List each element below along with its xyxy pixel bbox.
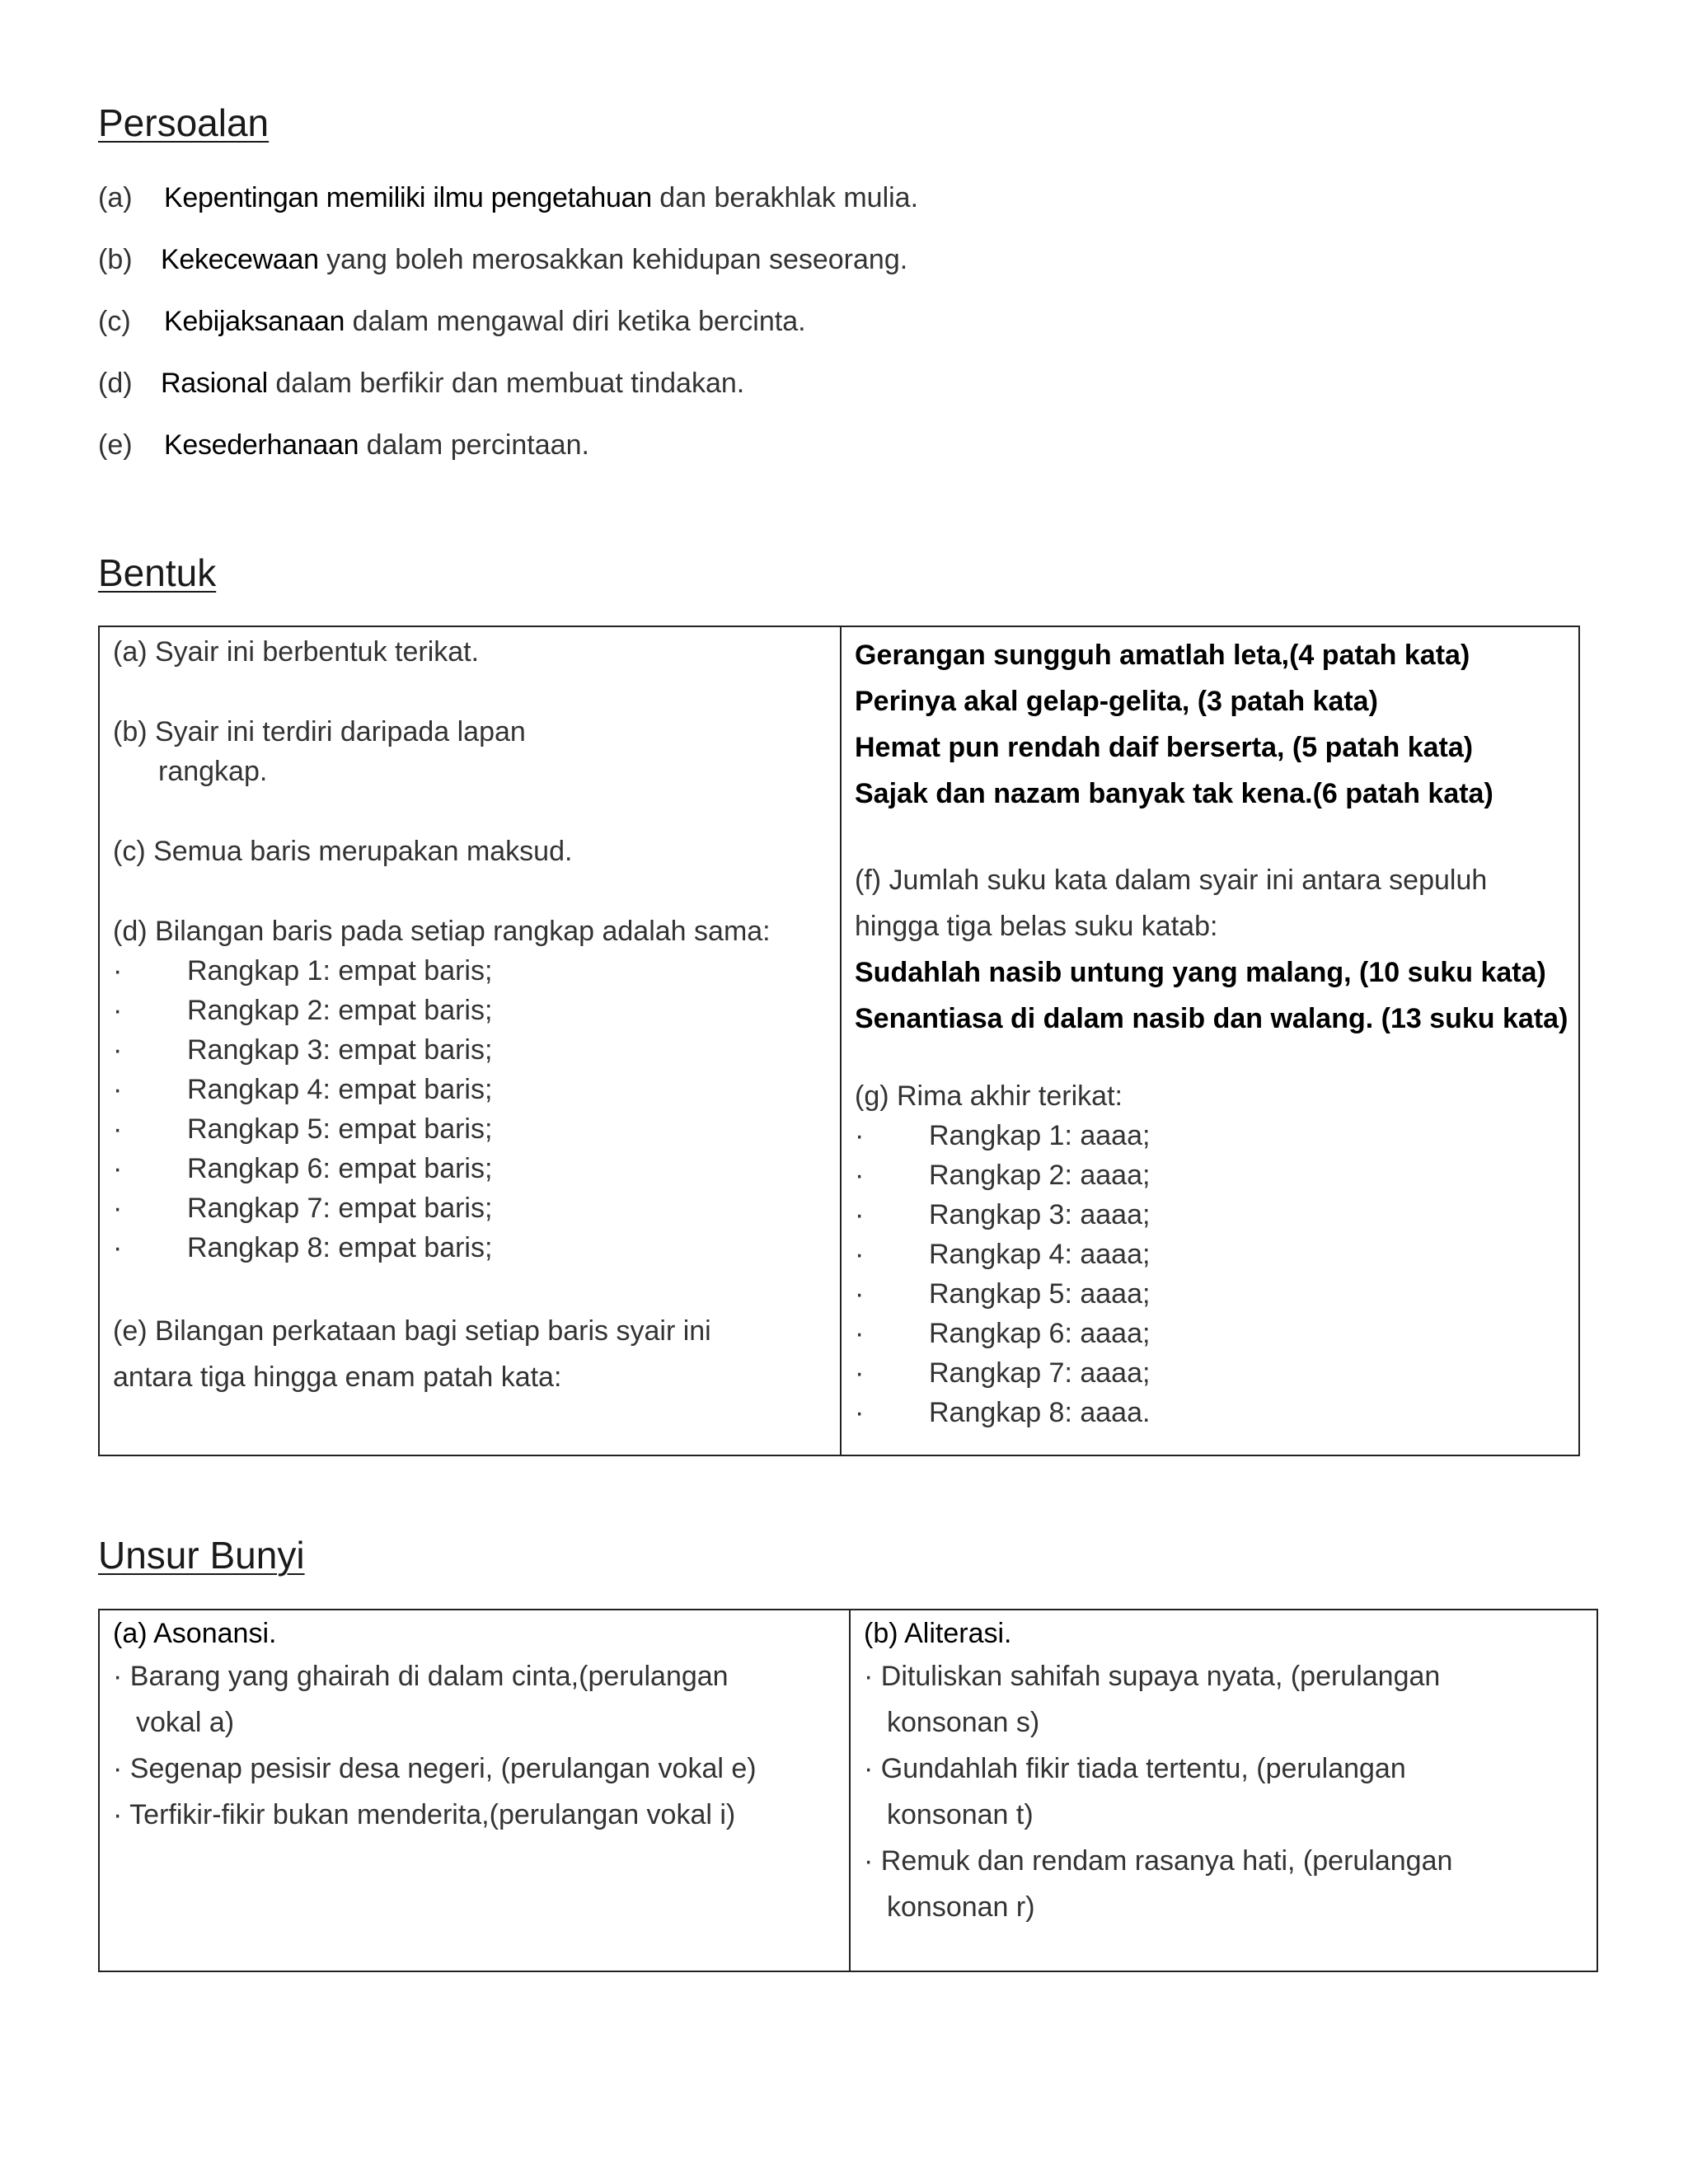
aliterasi-heading: (b) Aliterasi.: [864, 1618, 1012, 1649]
aliterasi-column: [849, 1610, 1597, 1971]
bentuk-item-a: (a) Syair ini berbentuk terikat.: [113, 636, 480, 668]
list-item: [98, 239, 918, 301]
bullet: ·: [855, 1239, 865, 1270]
list-item: · Remuk dan rendam rasanya hati, (perulangan: [864, 1845, 1453, 1877]
persoalan-heading: Persoalan: [98, 101, 270, 144]
list-item: [855, 1116, 1565, 1155]
list-item-text: Rangkap 3: empat baris;: [187, 1034, 493, 1066]
bullet: ·: [113, 955, 123, 987]
bentuk-item-b-cont: rangkap.: [158, 756, 268, 787]
list-item-text: Rangkap 5: empat baris;: [187, 1113, 493, 1145]
example-line: Senantiasa di dalam nasib dan walang. (13 suku kata): [855, 1003, 1568, 1034]
asonansi-heading: (a) Asonansi.: [113, 1618, 277, 1649]
bullet: ·: [855, 1318, 865, 1349]
bentuk-item-d: (d) Bilangan baris pada setiap rangkap adalah sama:: [113, 916, 771, 947]
list-item-cont: konsonan s): [887, 1707, 1040, 1738]
bullet: ·: [113, 1034, 123, 1066]
example-line: Hemat pun rendah daif berserta, (5 patah kata): [855, 732, 1474, 763]
list-item: [113, 1070, 827, 1109]
list-item: · Segenap pesisir desa negeri, (perulangan vokal e): [113, 1753, 757, 1784]
persoalan-list: [98, 177, 918, 486]
list-item-text: Rangkap 2: aaaa;: [929, 1160, 1151, 1191]
list-item: [855, 1393, 1565, 1432]
bentuk-item-f-cont: hingga tiga belas suku katab:: [855, 911, 1218, 942]
list-item-text: Rangkap 8: empat baris;: [187, 1232, 493, 1263]
list-item-text: Rangkap 7: aaaa;: [929, 1357, 1151, 1389]
list-item-text: Rangkap 7: empat baris;: [187, 1193, 493, 1224]
list-item: · Dituliskan sahifah supaya nyata, (perulangan: [864, 1661, 1441, 1692]
list-item-cont: konsonan r): [887, 1891, 1035, 1923]
list-item: [98, 301, 918, 363]
bullet: ·: [855, 1160, 865, 1191]
list-item: · Gundahlah fikir tiada tertentu, (perulangan: [864, 1753, 1406, 1784]
list-item-text: Rangkap 6: aaaa;: [929, 1318, 1151, 1349]
list-item: [113, 951, 827, 991]
item-marker: (d): [98, 368, 133, 399]
unsur-bunyi-heading: Unsur Bunyi: [98, 1534, 305, 1577]
item-text: dalam berfikir dan membuat tindakan.: [267, 368, 745, 399]
example-line: Perinya akal gelap-gelita, (3 patah kata): [855, 686, 1378, 717]
list-item: [98, 424, 918, 486]
bentuk-item-b: (b) Syair ini terdiri daripada lapan: [113, 716, 526, 748]
item-marker: (e): [98, 429, 133, 461]
item-marker: (a): [98, 182, 133, 213]
list-item: [113, 1109, 827, 1149]
item-text: dalam percintaan.: [359, 429, 589, 461]
list-item: [855, 1235, 1565, 1274]
asonansi-column: [100, 1610, 849, 1971]
list-item: [113, 991, 827, 1030]
list-item-text: Rangkap 3: aaaa;: [929, 1199, 1151, 1230]
list-item-text: Rangkap 1: aaaa;: [929, 1120, 1151, 1151]
bentuk-heading: Bentuk: [98, 551, 217, 594]
list-item: · Terfikir-fikir bukan menderita,(perulangan vokal i): [113, 1799, 736, 1830]
item-marker: (b): [98, 244, 133, 275]
bullet: ·: [113, 1232, 123, 1263]
example-line: Sajak dan nazam banyak tak kena.(6 patah kata): [855, 778, 1493, 809]
bullet: ·: [113, 1113, 123, 1145]
example-line: Sudahlah nasib untung yang malang, (10 suku kata): [855, 957, 1546, 988]
bullet: ·: [113, 995, 123, 1026]
bullet: ·: [855, 1397, 865, 1428]
list-item: [855, 1353, 1565, 1393]
list-item: [113, 1188, 827, 1228]
item-keyword: Rasional: [161, 368, 268, 399]
bentuk-right-column: [840, 627, 1578, 1455]
unsur-bunyi-table: [98, 1609, 1598, 1972]
list-item: [98, 363, 918, 424]
item-keyword: Kepentingan memiliki ilmu pengetahuan: [164, 182, 652, 213]
bullet: ·: [113, 1153, 123, 1184]
bullet: ·: [855, 1357, 865, 1389]
list-item: [113, 1228, 827, 1268]
bentuk-item-g: (g) Rima akhir terikat:: [855, 1080, 1123, 1112]
bullet: ·: [113, 1074, 123, 1105]
bentuk-item-e: (e) Bilangan perkataan bagi setiap baris syair ini: [113, 1315, 711, 1347]
bentuk-item-e-cont: antara tiga hingga enam patah kata:: [113, 1361, 562, 1393]
list-item: [855, 1155, 1565, 1195]
item-text: dan berakhlak mulia.: [651, 182, 919, 213]
list-item-cont: vokal a): [136, 1707, 235, 1738]
list-item-cont: konsonan t): [887, 1799, 1034, 1830]
example-line: Gerangan sungguh amatlah leta,(4 patah kata): [855, 640, 1470, 671]
item-keyword: Kekecewaan: [161, 244, 319, 275]
item-keyword: Kesederhanaan: [164, 429, 359, 461]
bullet: ·: [113, 1193, 123, 1224]
list-item-text: Rangkap 4: aaaa;: [929, 1239, 1151, 1270]
item-keyword: Kebijaksanaan: [164, 306, 345, 337]
list-item-text: Rangkap 6: empat baris;: [187, 1153, 493, 1184]
bentuk-item-c: (c) Semua baris merupakan maksud.: [113, 836, 573, 867]
item-text: yang boleh merosakkan kehidupan seseorang.: [318, 244, 908, 275]
list-item: [113, 1030, 827, 1070]
list-item-text: Rangkap 8: aaaa.: [929, 1397, 1151, 1428]
item-text: dalam mengawal diri ketika bercinta.: [345, 306, 806, 337]
list-item: [855, 1195, 1565, 1235]
list-item-text: Rangkap 4: empat baris;: [187, 1074, 493, 1105]
bullet: ·: [855, 1120, 865, 1151]
list-item: [855, 1314, 1565, 1353]
list-item-text: Rangkap 2: empat baris;: [187, 995, 493, 1026]
list-item-text: Rangkap 5: aaaa;: [929, 1278, 1151, 1310]
list-item: [113, 1149, 827, 1188]
list-item-text: Rangkap 1: empat baris;: [187, 955, 493, 987]
bentuk-left-column: [100, 627, 840, 1455]
bentuk-item-f: (f) Jumlah suku kata dalam syair ini antara sepuluh: [855, 865, 1488, 896]
bentuk-table: [98, 626, 1580, 1456]
bullet: ·: [855, 1199, 865, 1230]
list-item: [855, 1274, 1565, 1314]
bullet: ·: [855, 1278, 865, 1310]
list-item: · Barang yang ghairah di dalam cinta,(perulangan: [113, 1661, 729, 1692]
list-item: [98, 177, 918, 239]
item-marker: (c): [98, 306, 131, 337]
